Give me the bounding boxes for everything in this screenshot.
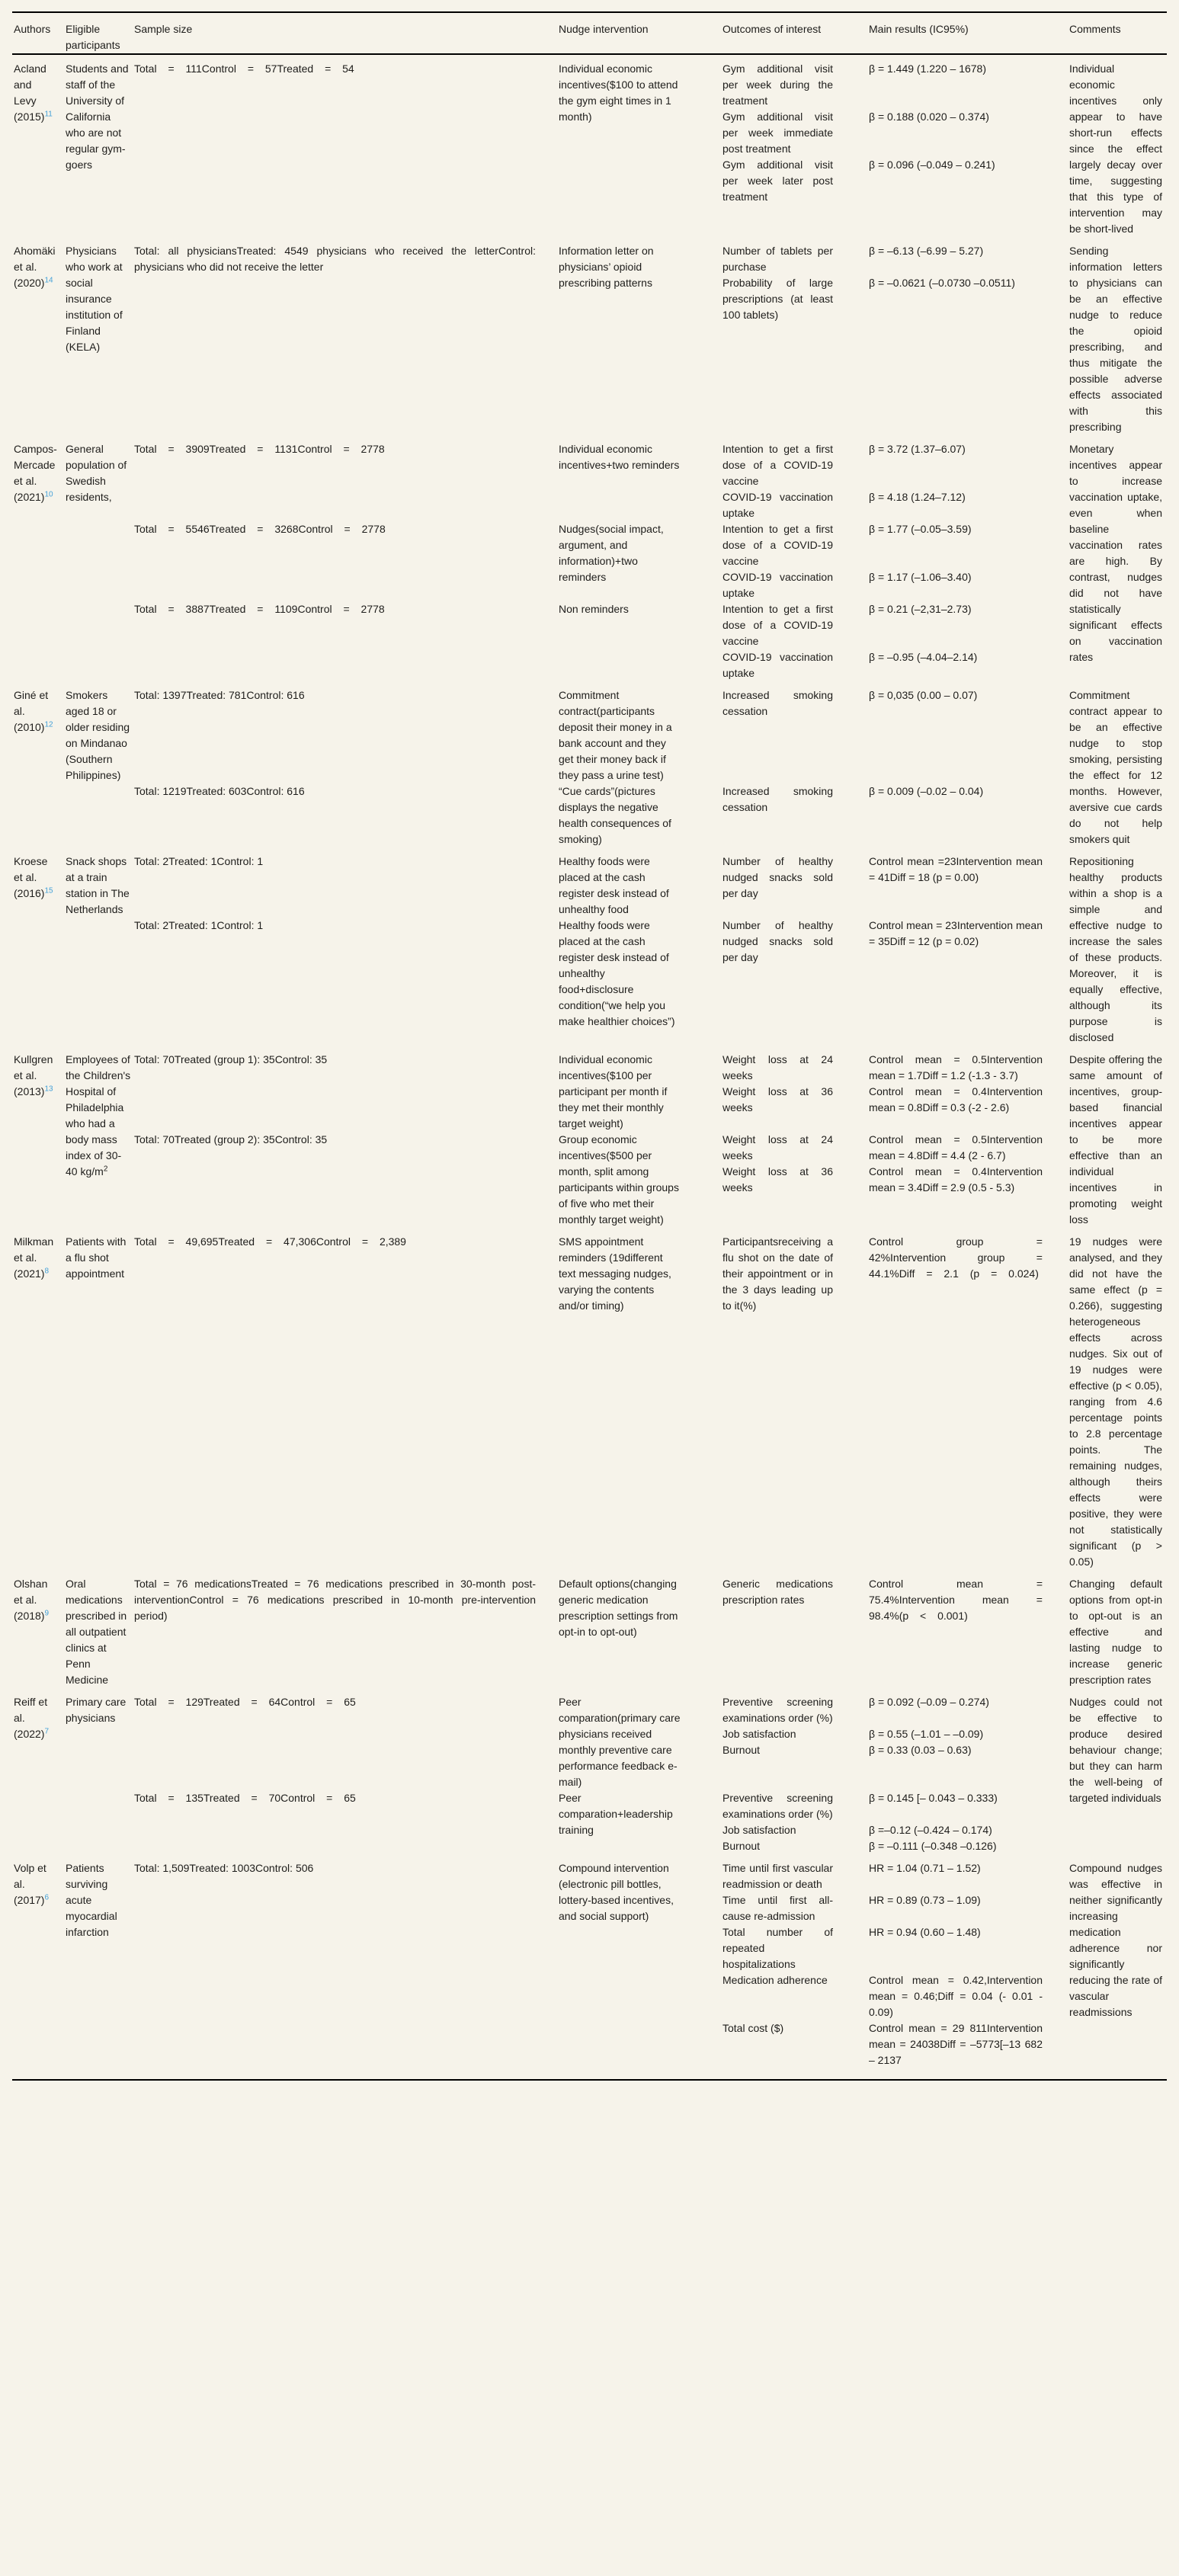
authors-cell (12, 1234, 66, 1570)
sample-group (134, 243, 1069, 323)
outcome-result-list (722, 1234, 1069, 1314)
result-cell: Control mean = 0.4Intervention mean = 0.8Diff = 0.3 (-2 - 2.6) (869, 1085, 1043, 1113)
result-cell: Control mean = 29 811Intervention mean = 24038Diff = –5773[–13 682 – 2137 (869, 2022, 1043, 2066)
citation-ref[interactable]: 13 (44, 1085, 53, 1094)
sample-cell: Total = 3909Treated = 1131Control = 2778 (134, 443, 385, 455)
row-groups (134, 61, 1069, 237)
outcome-result-pair (722, 441, 1069, 489)
sample-cell: Total = 5546Treated = 3268Control = 2778 (134, 523, 386, 535)
outcome-cell: Weight loss at 36 weeks (722, 1085, 833, 1113)
result-cell: β = –0.111 (–0.348 –0.126) (869, 1840, 997, 1852)
outcome-result-pair (722, 1822, 1069, 1838)
outcome-result-pair (722, 1164, 1069, 1196)
nudge-cell: Individual economic incentives($100 per participant per month if they met their monthly target weight) (559, 1053, 668, 1129)
result-cell: β = 0.55 (–1.01 – –0.09) (869, 1728, 984, 1740)
sample-group (134, 783, 1069, 847)
sample-group (134, 1052, 1069, 1132)
outcome-result-list (722, 601, 1069, 681)
author-name: Campos-Mercade et al. (2021) (14, 443, 57, 503)
table-header-row (12, 13, 1167, 55)
outcome-cell: Gym additional visit per week immediate post treatment (722, 111, 833, 155)
outcome-result-list (722, 1860, 1069, 2068)
outcome-result-pair (722, 1972, 1069, 2020)
participants-cell: Physicians who work at social insurance institution of Finland (KELA) (66, 245, 123, 353)
sample-group (134, 1234, 1069, 1314)
participants-cell: Employees of the Children's Hospital of Philadelphia who had a body mass index of 30-40 $kg/m^2$ (66, 1053, 131, 1177)
row-groups (134, 854, 1069, 1046)
participants-cell: Students and staff of the University of California who are not regular gym-goers (66, 62, 129, 171)
result-cell: β = 0.188 (0.020 – 0.374) (869, 111, 989, 123)
row-groups (134, 1234, 1069, 1570)
nudge-cell: Peer comparation+leadership training (559, 1792, 673, 1836)
participants-cell: General population of Swedish residents, (66, 443, 127, 503)
outcome-cell: Weight loss at 24 weeks (722, 1053, 833, 1081)
outcome-cell: Gym additional visit per week later post treatment (722, 159, 833, 203)
result-cell: Control mean = 0.5Intervention mean = 1.7Diff = 1.2 (-1.3 - 3.7) (869, 1053, 1043, 1081)
outcome-result-pair (722, 109, 1069, 157)
outcome-cell: Probability of large prescriptions (at least 100 tablets) (722, 277, 833, 321)
citation-ref[interactable]: 8 (44, 1267, 50, 1276)
table-row (12, 1570, 1167, 1688)
table-body (12, 55, 1167, 2079)
studies-table (12, 11, 1167, 2081)
comment-cell: Repositioning healthy products within a shop is a simple and effective nudge to increase the sales of these products. Moreover, it is equally effective, although its purpose is disclosed (1069, 855, 1162, 1043)
result-cell: β = 0.21 (–2,31–2.73) (869, 603, 972, 615)
result-cell: HR = 0.89 (0.73 – 1.09) (869, 1894, 981, 1906)
outcome-cell: Burnout (722, 1744, 761, 1756)
row-groups (134, 441, 1069, 681)
table-row (12, 1854, 1167, 2068)
result-cell: β =–0.12 (–0.424 – 0.174) (869, 1824, 992, 1836)
outcome-result-pair (722, 1860, 1069, 1892)
citation-ref[interactable]: 11 (44, 110, 53, 119)
citation-ref[interactable]: 14 (44, 276, 53, 285)
comment-cell: Compound nudges was effective in neither significantly increasing medication adherence nor significantly reducing the rate of vascular readmissions (1069, 1862, 1162, 2018)
sample-cell: Total: 1,509Treated: 1003Control: 506 (134, 1862, 314, 1874)
outcome-cell: Job satisfaction (722, 1824, 796, 1836)
comment-cell: Individual economic incentives only appear to have short-run effects since the effect largely decay over time, suggesting that this type of intervention may be short-lived (1069, 62, 1162, 235)
outcome-cell: Generic medications prescription rates (722, 1578, 833, 1606)
result-cell: Control mean = 0.42,Intervention mean = 0.46;Diff = 0.04 (- 0.01 - 0.09) (869, 1974, 1043, 2018)
row-groups (134, 243, 1069, 435)
result-cell: HR = 1.04 (0.71 – 1.52) (869, 1862, 981, 1874)
outcome-result-pair (722, 1838, 1069, 1854)
sample-cell: Total = 129Treated = 64Control = 65 (134, 1696, 356, 1708)
outcome-cell: Intention to get a first dose of a COVID-19 vaccine (722, 443, 833, 487)
outcome-cell: Number of tablets per purchase (722, 245, 833, 273)
outcome-result-pair (722, 2020, 1069, 2068)
author-name: Kullgren et al. (2013) (14, 1053, 53, 1097)
outcome-result-pair (722, 1132, 1069, 1164)
sample-group (134, 687, 1069, 783)
outcome-cell: Intention to get a first dose of a COVID-19 vaccine (722, 603, 833, 647)
result-cell: β = 1.17 (–1.06–3.40) (869, 571, 972, 583)
outcome-result-list (722, 61, 1069, 205)
outcome-result-pair (722, 1576, 1069, 1624)
participants-cell: Primary care physicians (66, 1696, 127, 1724)
participants-cell: Snack shops at a train station in The Netherlands (66, 855, 130, 915)
sample-cell: Total: 70Treated (group 1): 35Control: 35 (134, 1053, 328, 1065)
nudge-cell: “Cue cards”(pictures displays the negative health consequences of smoking) (559, 785, 671, 845)
sample-group (134, 1694, 1069, 1790)
result-cell: HR = 0.94 (0.60 – 1.48) (869, 1926, 981, 1938)
sample-group (134, 1790, 1069, 1854)
result-cell: β = 4.18 (1.24–7.12) (869, 491, 966, 503)
nudge-cell: Default options(changing generic medication prescription settings from opt-in to opt-out) (559, 1578, 678, 1638)
outcome-result-pair (722, 1892, 1069, 1924)
sample-cell: Total = 49,695Treated = 47,306Control = 2,389 (134, 1235, 406, 1248)
outcome-result-pair (722, 1234, 1069, 1314)
outcome-cell: Time until first vascular readmission or death (722, 1862, 833, 1890)
authors-cell (12, 1576, 66, 1688)
authors-cell (12, 243, 66, 435)
outcome-cell: Burnout (722, 1840, 761, 1852)
sample-group (134, 1860, 1069, 2068)
comment-cell: Monetary incentives appear to increase vaccination uptake, even when baseline vaccination rates are high. By contrast, nudges did not have statistically significant effects on vaccination rates (1069, 443, 1162, 663)
table-row (12, 1688, 1167, 1854)
author-name: Reiff et al. (2022) (14, 1696, 48, 1740)
citation-ref[interactable]: 7 (44, 1727, 50, 1736)
outcome-result-pair (722, 243, 1069, 275)
outcome-result-pair (722, 275, 1069, 323)
outcome-result-pair (722, 918, 1069, 966)
result-cell: β = –0.0621 (–0.0730 –0.0511) (869, 277, 1015, 289)
nudge-cell: Individual economic incentives+two reminders (559, 443, 680, 471)
participants-cell: Smokers aged 18 or older residing on Mindanao (Southern Philippines) (66, 689, 130, 781)
outcome-result-pair (722, 1790, 1069, 1822)
nudge-cell: Healthy foods were placed at the cash register desk instead of unhealthy food (559, 855, 669, 915)
outcome-cell: COVID-19 vaccination uptake (722, 491, 833, 519)
result-cell: Control mean = 75.4%Intervention mean = 98.4%(p < 0.001) (869, 1578, 1043, 1622)
nudge-cell: Group economic incentives($500 per month, split among participants within groups of five who met their monthly target weight) (559, 1133, 679, 1226)
outcome-cell: Job satisfaction (722, 1728, 796, 1740)
citation-ref[interactable]: 6 (44, 1893, 50, 1902)
authors-cell (12, 1052, 66, 1228)
result-cell: Control mean = 0.5Intervention mean = 4.8Diff = 4.4 (2 - 6.7) (869, 1133, 1043, 1161)
outcome-result-pair (722, 1726, 1069, 1742)
sample-cell: Total = 3887Treated = 1109Control = 2778 (134, 603, 385, 615)
outcome-result-pair (722, 649, 1069, 681)
outcome-cell: Preventive screening examinations order (%) (722, 1696, 833, 1724)
participants-cell: Patients surviving acute myocardial infarction (66, 1862, 117, 1938)
sample-cell: Total: 1219Treated: 603Control: 616 (134, 785, 305, 797)
outcome-result-pair (722, 489, 1069, 521)
authors-cell (12, 441, 66, 681)
sample-group (134, 601, 1069, 681)
comment-cell: Sending information letters to physicians can be an effective nudge to reduce the opioid prescribing, and thus mitigate the possible adverse effects associated with this prescribing (1069, 245, 1162, 433)
result-cell: β = 3.72 (1.37–6.07) (869, 443, 966, 455)
comment-cell: Commitment contract appear to be an effective nudge to stop smoking, persisting the effect for 12 months. However, aversive cue cards do not help smokers quit (1069, 689, 1162, 845)
sample-cell: Total: 70Treated (group 2): 35Control: 35 (134, 1133, 328, 1145)
outcome-result-list (722, 243, 1069, 323)
nudge-cell: SMS appointment reminders (19different text messaging nudges, varying the contents and/or timing) (559, 1235, 671, 1312)
outcome-cell: Increased smoking cessation (722, 689, 833, 717)
outcome-cell: Total cost ($) (722, 2022, 784, 2034)
outcome-cell: Total number of repeated hospitalizations (722, 1926, 833, 1970)
author-name: Acland and Levy (2015) (14, 62, 46, 123)
nudge-cell: Healthy foods were placed at the cash register desk instead of unhealthy food+disclosure condition(“we help you make healthier choices”) (559, 919, 675, 1027)
authors-cell (12, 854, 66, 1046)
sample-group (134, 61, 1069, 205)
nudge-cell: Peer comparation(primary care physicians received monthly preventive care performance feedback e-mail) (559, 1696, 681, 1788)
outcome-cell: Preventive screening examinations order (%) (722, 1792, 833, 1820)
result-cell: Control mean = 23Intervention mean = 35Diff = 12 (p = 0.02) (869, 919, 1043, 947)
row-groups (134, 1694, 1069, 1854)
comment-cell: Changing default options from opt-in to opt-out is an effective and lasting nudge to increase generic prescription rates (1069, 1578, 1162, 1686)
outcome-result-list (722, 1132, 1069, 1228)
outcome-cell: Medication adherence (722, 1974, 828, 1986)
sample-group (134, 854, 1069, 918)
result-cell: β = 0.145 [– 0.043 – 0.333) (869, 1792, 998, 1804)
sample-group (134, 1132, 1069, 1228)
outcome-result-pair (722, 854, 1069, 902)
outcome-cell: Time until first all-cause re-admission (722, 1894, 833, 1922)
outcome-cell: Increased smoking cessation (722, 785, 833, 813)
comment-cell: 19 nudges were analysed, and they did not have the same effect (p = 0.266), suggesting heterogeneous effects across nudges. Six out of 19 nudges were effective (p < 0.05), ranging from 4.6 percentage points to 2.8 percentage points. The remaining nudges, although theirs effects were positive, they were not statistically significant (p > 0.05) (1069, 1235, 1162, 1568)
sample-group (134, 918, 1069, 1030)
sample-cell: Total: all physiciansTreated: 4549 physicians who received the letterControl: physicians who did not receive the letter (134, 245, 536, 273)
author-name: Olshan et al. (2018) (14, 1578, 48, 1622)
participants-cell: Oral medications prescribed in all outpatient clinics at Penn Medicine (66, 1578, 127, 1686)
result-cell: β = 0,035 (0.00 – 0.07) (869, 689, 978, 701)
sample-group (134, 441, 1069, 521)
outcome-result-list (722, 521, 1069, 601)
citation-ref[interactable]: 15 (44, 886, 53, 896)
table-row (12, 1228, 1167, 1570)
outcome-result-list (722, 441, 1069, 521)
comment-cell: Despite offering the same amount of incentives, group-based financial incentives appear to be more effective than an individual incentives in promoting weight loss (1069, 1053, 1162, 1226)
outcome-result-list (722, 918, 1069, 1030)
author-name: Ahomäki et al. (2020) (14, 245, 56, 289)
result-cell: β = 1.449 (1.220 – 1678) (869, 62, 986, 75)
outcome-cell: Number of healthy nudged snacks sold per day (722, 855, 833, 899)
column-header: Main results (IC95%) (869, 23, 969, 35)
authors-cell (12, 1694, 66, 1854)
author-name: Milkman et al. (2021) (14, 1235, 54, 1280)
sample-cell: Total: 2Treated: 1Control: 1 (134, 855, 264, 867)
outcome-result-pair (722, 1052, 1069, 1084)
outcome-result-pair (722, 1084, 1069, 1116)
outcome-result-pair (722, 521, 1069, 569)
outcome-result-list (722, 854, 1069, 918)
author-name: Kroese et al. (2016) (14, 855, 48, 899)
citation-ref[interactable]: 12 (44, 720, 53, 729)
column-header: Nudge intervention (559, 23, 649, 35)
sample-group (134, 1576, 1069, 1640)
outcome-cell: Number of healthy nudged snacks sold per day (722, 919, 833, 963)
nudge-cell: Individual economic incentives($100 to attend the gym eight times in 1 month) (559, 62, 678, 123)
outcome-cell: Gym additional visit per week during the treatment (722, 62, 833, 107)
sample-cell: Total = 135Treated = 70Control = 65 (134, 1792, 356, 1804)
result-cell: Control mean = 0.4Intervention mean = 3.4Diff = 2.9 (0.5 - 5.3) (869, 1165, 1043, 1193)
result-cell: β = 0.096 (–0.049 – 0.241) (869, 159, 995, 171)
table-row (12, 681, 1167, 847)
outcome-result-list (722, 1790, 1069, 1854)
outcome-result-pair (722, 783, 1069, 815)
outcome-result-pair (722, 601, 1069, 649)
column-header: Authors (14, 23, 51, 35)
column-header: Sample size (134, 23, 193, 35)
nudge-cell: Non reminders (559, 603, 629, 615)
row-groups (134, 1052, 1069, 1228)
outcome-cell: Weight loss at 36 weeks (722, 1165, 833, 1193)
participants-cell: Patients with a flu shot appointment (66, 1235, 127, 1280)
authors-cell (12, 1860, 66, 2068)
row-groups (134, 1860, 1069, 2068)
outcome-result-pair (722, 157, 1069, 205)
result-cell: Control mean =23Intervention mean = 41Diff = 18 (p = 0.00) (869, 855, 1043, 883)
table-row (12, 847, 1167, 1046)
nudge-cell: Commitment contract(participants deposit their money in a bank account and they get their money back if they pass a urine test) (559, 689, 672, 781)
sample-cell: Total = 76 medicationsTreated = 76 medications prescribed in 30-month post-interventionControl = 76 medications prescribed in 10-month pre-intervention period) (134, 1578, 536, 1622)
author-name: Giné et al. (2010) (14, 689, 49, 733)
outcome-result-pair (722, 1694, 1069, 1726)
sample-cell: Total: 1397Treated: 781Control: 616 (134, 689, 305, 701)
citation-ref[interactable]: 9 (44, 1609, 50, 1618)
result-cell: β = 0.33 (0.03 – 0.63) (869, 1744, 972, 1756)
outcome-result-list (722, 687, 1069, 783)
column-header: Comments (1069, 23, 1121, 35)
result-cell: β = 0.092 (–0.09 – 0.274) (869, 1696, 989, 1708)
table-row (12, 435, 1167, 681)
row-groups (134, 1576, 1069, 1688)
sample-cell: Total: 2Treated: 1Control: 1 (134, 919, 264, 931)
nudge-cell: Nudges(social impact, argument, and information)+two reminders (559, 523, 664, 583)
outcome-result-pair (722, 1924, 1069, 1972)
comment-cell: Nudges could not be effective to produce desired behaviour change; but they can harm the well-being of targeted individuals (1069, 1696, 1162, 1804)
table-row (12, 1046, 1167, 1228)
result-cell: β = 1.77 (–0.05–3.59) (869, 523, 972, 535)
citation-ref[interactable]: 10 (44, 490, 53, 499)
outcome-result-list (722, 1576, 1069, 1640)
outcome-result-list (722, 783, 1069, 847)
authors-cell (12, 61, 66, 237)
authors-cell (12, 687, 66, 847)
nudge-cell: Information letter on physicians’ opioid prescribing patterns (559, 245, 654, 289)
outcome-result-pair (722, 1742, 1069, 1758)
nudge-cell: Compound intervention (electronic pill bottles, lottery-based incentives, and social support) (559, 1862, 674, 1922)
outcome-cell: COVID-19 vaccination uptake (722, 651, 833, 679)
column-header: Eligible participants (66, 23, 120, 51)
outcome-cell: Intention to get a first dose of a COVID-19 vaccine (722, 523, 833, 567)
result-cell: β = 0.009 (–0.02 – 0.04) (869, 785, 984, 797)
author-name: Volp et al. (2017) (14, 1862, 46, 1906)
table-row (12, 55, 1167, 237)
table-row (12, 237, 1167, 435)
row-groups (134, 687, 1069, 847)
outcome-result-pair (722, 569, 1069, 601)
sample-group (134, 521, 1069, 601)
outcome-result-pair (722, 687, 1069, 719)
outcome-result-list (722, 1052, 1069, 1132)
result-cell: β = –0.95 (–4.04–2.14) (869, 651, 978, 663)
column-header: Outcomes of interest (722, 23, 822, 35)
outcome-cell: Participantsreceiving a flu shot on the date of their appointment or in the 3 days leading up to it(%) (722, 1235, 833, 1312)
result-cell: β = –6.13 (–6.99 – 5.27) (869, 245, 984, 257)
outcome-result-pair (722, 61, 1069, 109)
outcome-cell: COVID-19 vaccination uptake (722, 571, 833, 599)
sample-cell: Total = 111Control = 57Treated = 54 (134, 62, 354, 75)
outcome-cell: Weight loss at 24 weeks (722, 1133, 833, 1161)
result-cell: Control group = 42%Intervention group = 44.1%Diff = 2.1 (p = 0.024) (869, 1235, 1043, 1280)
outcome-result-list (722, 1694, 1069, 1790)
